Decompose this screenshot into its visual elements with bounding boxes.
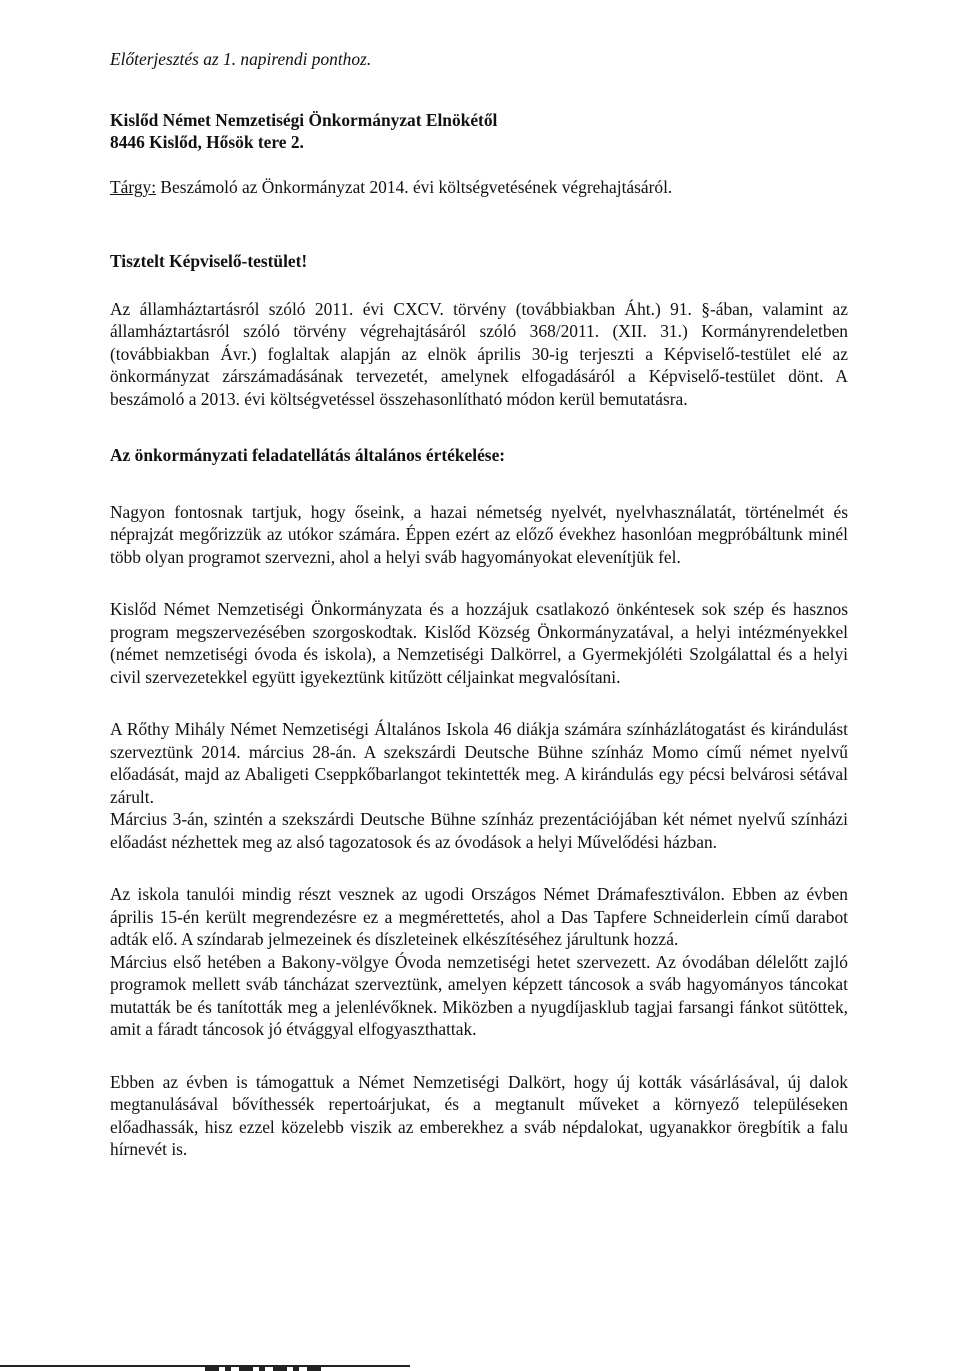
scan-edge xyxy=(0,1363,960,1371)
salutation: Tisztelt Képviselő-testület! xyxy=(110,251,308,271)
body-paragraph: Március 3-án, szintén a szekszárdi Deutsche Bühne színház prezentációjában két német nyelvű színházi előadást nézhettek meg az alsó tagozatosok és az óvodások a helyi Művelődési házban. xyxy=(110,809,848,852)
body-paragraph: Kislőd Német Nemzetiségi Önkormányzata és a hozzájuk csatlakozó önkéntesek sok szép és hasznos program megszervezésében szorgoskodtak. Kislőd Község Önkormányzatával, a helyi intézményekkel (német nemzetiségi óvoda és iskola), a Nemzetiségi Dalkörrel, a Gyermekjóléti Szolgálattal és a helyi civil szervezetekkel együtt igyekeztünk kitűzött céljainkat megvalósítani. xyxy=(110,599,848,687)
body-paragraph: Nagyon fontosnak tartjuk, hogy őseink, a hazai németség nyelvét, nyelvhasználatát, történelmét és néprajzát megőrizzük az utókor számára. Éppen ezért az előző évekhez hasonlóan megpróbáltunk minél több olyan programot szervezni, ahol a helyi sváb hagyományokat elevenítjük fel. xyxy=(110,501,848,567)
agenda-note: Előterjesztés az 1. napirendi ponthoz. xyxy=(110,49,372,69)
scan-edge-marks xyxy=(205,1366,325,1371)
intro-paragraph: Az államháztartásról szóló 2011. évi CXCV. törvény (továbbiakban Áht.) 91. §-ában, valamint az államháztartásról szóló törvény végrehajtásáról szóló 368/2011. (XII. 31.) Kormányrendeletben (továbbiakban Ávr.) foglaltak alapján az elnök április 30-ig terjeszti a Képviselő-testület elé az önkormányzat zárszámadásának tervezetét, amelynek elfogadásáról a Képviselő-testület dönt. A beszámoló a 2013. évi költségvetéssel összehasonlítható módon kerül bemutatásra. xyxy=(110,298,848,409)
subject-line xyxy=(110,176,848,199)
body-paragraph: A Rőthy Mihály Német Nemzetiségi Általános Iskola 46 diákja számára színházlátogatást és kirándulást szerveztünk 2014. március 28-án. A szekszárdi Deutsche Bühne színház Momo című német nyelvű előadását, majd az Abaligeti Cseppkőbarlangot tekintették meg. A kirándulás egy pécsi belvárosi sétával zárult. xyxy=(110,719,848,807)
document-page xyxy=(110,48,848,1161)
body-paragraph: Március első hetében a Bakony-völgye Óvoda nemzetiségi hetet szervezett. Az óvodában délelőtt zajló programok mellett sváb táncházat szerveztünk, amelyen képzett táncosok a sváb hagyományos táncokat mutatták be és tanították meg a jelenlévőknek. Miközben a nyugdíjasklub tagjai farsangi fánkot sütöttek, amit a fáradt táncosok jó étvággyal elfogyaszthattak. xyxy=(110,951,848,1039)
body-paragraph: Az iskola tanulói mindig részt vesznek az ugodi Országos Német Drámafesztiválon. Ebben az évben április 15-én került megrendezésre ez a megmérettetés, ahol a Das Tapfere Schneiderlein című darabot adták elő. A színdarab jelmezeinek és díszleteinek elkészítéséhez járultunk hozzá. xyxy=(110,884,848,949)
body-paragraph: Ebben az évben is támogattuk a Német Nemzetiségi Dalkört, hogy új kották vásárlásával, új dalok megtanulásával bővíthessék repertoárjukat, és a megtanult műveket a környező településeken előadhassák, hisz ezzel közelebb viszik az emberekhez a sváb népdalokat, ugyanakkor öregbítik a falu hírnevét is. xyxy=(110,1071,848,1159)
sender-name: Kislőd Német Nemzetiségi Önkormányzat Elnökétől xyxy=(110,109,498,130)
sender-address: 8446 Kislőd, Hősök tere 2. xyxy=(110,132,304,152)
section-heading: Az önkormányzati feladatellátás általános értékelése: xyxy=(110,445,506,465)
subject-text: Beszámoló az Önkormányzat 2014. évi költségvetésének végrehajtásáról. xyxy=(156,176,673,197)
subject-label: Tárgy: xyxy=(110,176,157,197)
